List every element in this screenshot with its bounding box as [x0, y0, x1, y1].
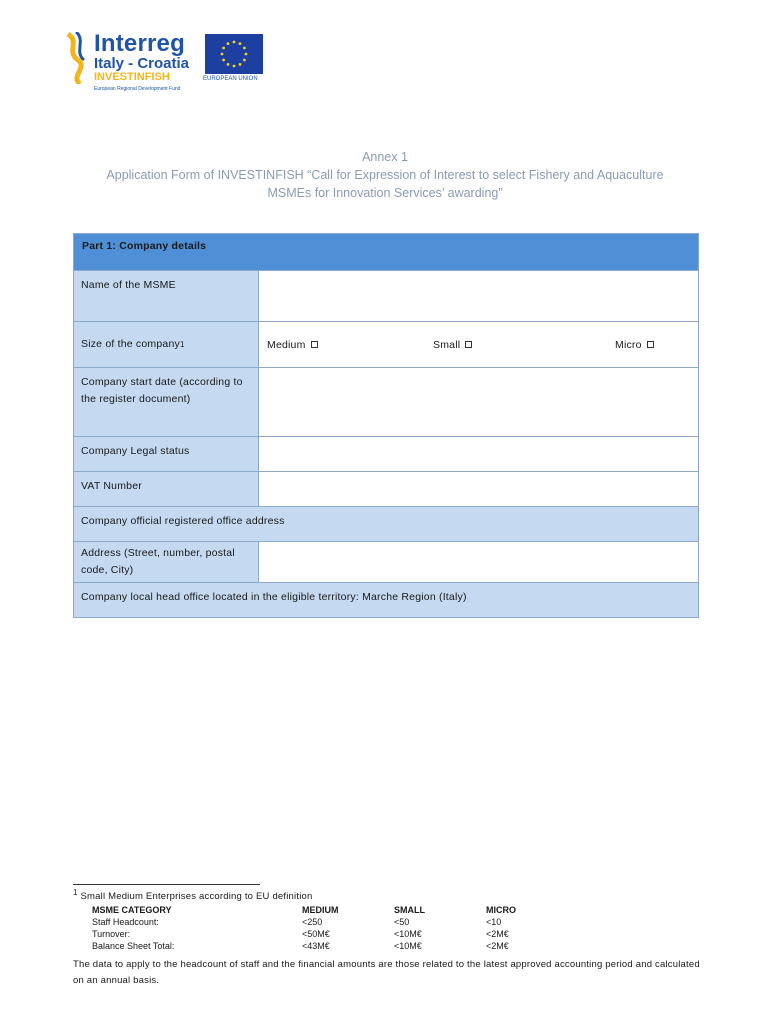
form-title-line2: MSMEs for Innovation Services’ awarding” [267, 186, 503, 200]
cell: <250 [302, 917, 323, 927]
footnote-divider [73, 884, 260, 885]
cell: <10 [486, 917, 502, 927]
msme-header-medium: MEDIUM [302, 905, 339, 915]
cell: <50M€ [302, 929, 330, 939]
name-label: Name of the MSME [74, 271, 259, 321]
msme-header-category: MSME CATEGORY [92, 905, 172, 915]
form-row-start-date [74, 368, 698, 437]
annex-title: Annex 1 [362, 150, 408, 164]
vat-label: VAT Number [74, 472, 259, 506]
section-header: Part 1: Company details [74, 234, 698, 271]
option-micro[interactable] [615, 339, 654, 351]
form-row-address [74, 542, 698, 583]
vat-input[interactable] [259, 472, 698, 506]
form-row-vat [74, 472, 698, 507]
name-input[interactable] [259, 271, 698, 321]
start-date-label: Company start date (according to the register document) [74, 368, 259, 436]
form-row-name [74, 271, 698, 322]
footnote-ref: 1 [73, 888, 78, 897]
cell: Turnover: [92, 929, 131, 939]
cell: <10M€ [394, 929, 422, 939]
form-row-legal-status [74, 437, 698, 472]
size-options [259, 322, 698, 367]
company-details-form [73, 233, 699, 618]
logo-fund: European Regional Development Fund [94, 86, 181, 92]
size-footnote-ref: 1 [179, 340, 185, 349]
cell: Balance Sheet Total: [92, 941, 175, 951]
size-label [74, 322, 259, 367]
cell: <50 [394, 917, 410, 927]
legal-status-label: Company Legal status [74, 437, 259, 471]
cell: <10M€ [394, 941, 422, 951]
footnote [73, 888, 312, 902]
legal-status-input[interactable] [259, 437, 698, 471]
registered-office-label: Company official registered office address [74, 507, 698, 541]
medium-checkbox[interactable] [311, 341, 318, 348]
msme-header-small: SMALL [394, 905, 425, 915]
footnote-note: The data to apply to the headcount of staff and the financial amounts are those related to the latest approved accounting period and calculated on an annual basis. [73, 959, 700, 986]
cell: <2M€ [486, 929, 509, 939]
logo-brand: Interreg [94, 30, 185, 57]
logo-project: INVESTINFISH [94, 71, 170, 83]
eu-label: EUROPEAN UNION [203, 76, 258, 82]
cell: Staff Headcount: [92, 917, 159, 927]
option-small-label: Small [433, 338, 461, 351]
cell: <2M€ [486, 941, 509, 951]
option-medium-label: Medium [267, 338, 306, 351]
logo-program: Italy - Croatia [94, 55, 190, 72]
form-row-local-office [74, 583, 698, 618]
form-row-registered-office [74, 507, 698, 542]
start-date-input[interactable] [259, 368, 698, 436]
cell: <43M€ [302, 941, 330, 951]
local-office-label: Company local head office located in the eligible territory: Marche Region (Italy) [74, 583, 698, 617]
option-micro-label: Micro [615, 338, 642, 351]
eu-flag-icon [205, 34, 263, 74]
micro-checkbox[interactable] [647, 341, 654, 348]
form-row-size [74, 322, 698, 368]
address-input[interactable] [259, 542, 698, 582]
size-label-text: Size of the company [81, 338, 180, 350]
form-title-line1: Application Form of INVESTINFISH “Call for Expression of Interest to select Fishery and Aquaculture [106, 168, 664, 182]
option-medium[interactable] [267, 339, 433, 351]
address-label: Address (Street, number, postal code, City) [74, 542, 259, 582]
option-small[interactable] [433, 339, 615, 351]
small-checkbox[interactable] [465, 341, 472, 348]
msme-header-micro: MICRO [486, 905, 516, 915]
interreg-stripe-icon [64, 32, 88, 84]
footnote-text: Small Medium Enterprises according to EU definition [80, 891, 313, 903]
interreg-logo [64, 30, 274, 94]
